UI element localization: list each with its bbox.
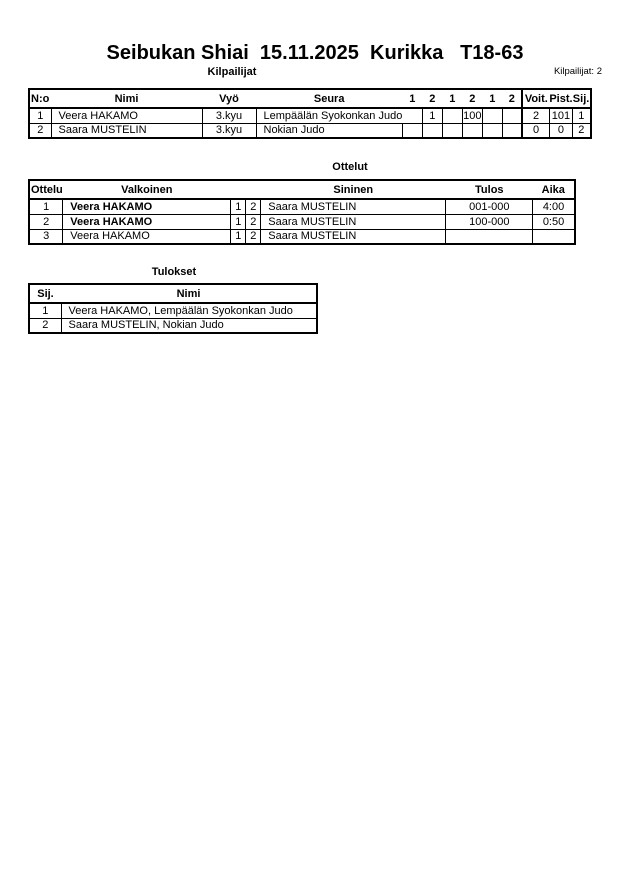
cell-sij: 2	[29, 318, 61, 333]
table-header-row	[29, 284, 317, 303]
col-header-nimi: Nimi	[61, 284, 317, 303]
col-header-score-4: 2	[462, 89, 482, 108]
table-row	[29, 229, 575, 244]
table-tulokset	[28, 283, 318, 334]
cell-nimi: Saara MUSTELIN, Nokian Judo	[61, 318, 317, 333]
cell-voit: 0	[522, 123, 549, 138]
cell-score-5	[482, 108, 502, 123]
competitors-count: Kilpailijat: 2	[553, 66, 602, 77]
table-row	[29, 303, 317, 318]
col-header-no: N:o	[29, 89, 51, 108]
cell-aika: 4:00	[533, 199, 575, 214]
cell-white-number: 1	[231, 214, 246, 229]
cell-sininen: Saara MUSTELIN	[261, 199, 446, 214]
cell-score-1	[402, 123, 422, 138]
cell-sij: 2	[573, 123, 591, 138]
cell-tulos: 001-000	[446, 199, 533, 214]
col-header-score-5: 1	[482, 89, 502, 108]
cell-score-6	[502, 108, 522, 123]
cell-blue-number: 2	[246, 214, 261, 229]
col-header-valkoinen: Valkoinen	[63, 180, 231, 199]
col-header-tulos: Tulos	[446, 180, 533, 199]
cell-ottelu: 1	[29, 199, 63, 214]
col-header-score-6: 2	[502, 89, 522, 108]
table-row	[29, 108, 591, 123]
cell-score-4: 100	[463, 109, 482, 122]
cell-sininen: Saara MUSTELIN	[261, 229, 446, 244]
cell-nimi: Veera HAKAMO, Lempäälän Syokonkan Judo	[61, 303, 317, 318]
cell-white-number: 1	[231, 199, 246, 214]
table-kilpailijat	[28, 88, 592, 139]
table-row	[29, 199, 575, 214]
cell-pist: 101	[549, 108, 572, 123]
cell-sininen: Saara MUSTELIN	[261, 214, 446, 229]
cell-score-3	[442, 108, 462, 123]
cell-seura: Nokian Judo	[256, 123, 402, 138]
cell-blue-number: 2	[246, 229, 261, 244]
section-title-kilpailijat: Kilpailijat	[207, 66, 257, 78]
cell-score-2	[422, 123, 442, 138]
cell-score-4	[462, 123, 482, 138]
table-row	[29, 214, 575, 229]
cell-sij: 1	[29, 303, 61, 318]
col-header-pist: Pist.	[549, 89, 572, 108]
col-header-empty	[231, 180, 246, 199]
col-header-ottelu: Ottelu	[29, 180, 63, 199]
cell-score-6	[502, 123, 522, 138]
col-header-aika: Aika	[533, 180, 575, 199]
table-header-row	[29, 180, 575, 199]
section-title-tulokset: Tulokset	[151, 266, 197, 278]
table-ottelut	[28, 179, 576, 245]
col-header-voit: Voit.	[522, 89, 549, 108]
cell-score-5	[482, 123, 502, 138]
col-header-score-1: 1	[402, 89, 422, 108]
table-header-row	[29, 89, 591, 108]
cell-vyo: 3.kyu	[202, 123, 256, 138]
col-header-vyo: Vyö	[202, 89, 256, 108]
col-header-score-3: 1	[442, 89, 462, 108]
cell-valkoinen: Veera HAKAMO	[63, 229, 231, 244]
cell-nimi: Saara MUSTELIN	[51, 123, 202, 138]
col-header-sij: Sij.	[573, 89, 591, 108]
cell-white-number: 1	[231, 229, 246, 244]
cell-voit: 2	[522, 108, 549, 123]
col-header-empty	[246, 180, 261, 199]
cell-pist: 0	[549, 123, 572, 138]
cell-seura: Lempäälän Syokonkan Judo	[256, 108, 402, 123]
cell-vyo: 3.kyu	[202, 108, 256, 123]
cell-aika: 0:50	[533, 214, 575, 229]
cell-tulos: 100-000	[446, 214, 533, 229]
col-header-seura: Seura	[256, 89, 402, 108]
cell-tulos	[446, 229, 533, 244]
section-title-ottelut: Ottelut	[332, 161, 368, 173]
cell-valkoinen: Veera HAKAMO	[63, 199, 231, 214]
table-row	[29, 318, 317, 333]
cell-nimi: Veera HAKAMO	[51, 108, 202, 123]
cell-aika	[533, 229, 575, 244]
cell-no: 1	[29, 108, 51, 123]
table-row	[29, 123, 591, 138]
cell-ottelu: 2	[29, 214, 63, 229]
col-header-score-2: 2	[422, 89, 442, 108]
cell-sij: 1	[573, 108, 591, 123]
cell-blue-number: 2	[246, 199, 261, 214]
col-header-sininen: Sininen	[261, 180, 446, 199]
col-header-sij: Sij.	[29, 284, 61, 303]
cell-score-2: 1	[422, 108, 442, 123]
col-header-nimi: Nimi	[51, 89, 202, 108]
cell-score-1	[402, 108, 422, 123]
cell-valkoinen: Veera HAKAMO	[63, 214, 231, 229]
cell-ottelu: 3	[29, 229, 63, 244]
cell-score-3	[442, 123, 462, 138]
cell-no: 2	[29, 123, 51, 138]
page-title: Seibukan Shiai 15.11.2025 Kurikka T18-63	[106, 42, 524, 64]
